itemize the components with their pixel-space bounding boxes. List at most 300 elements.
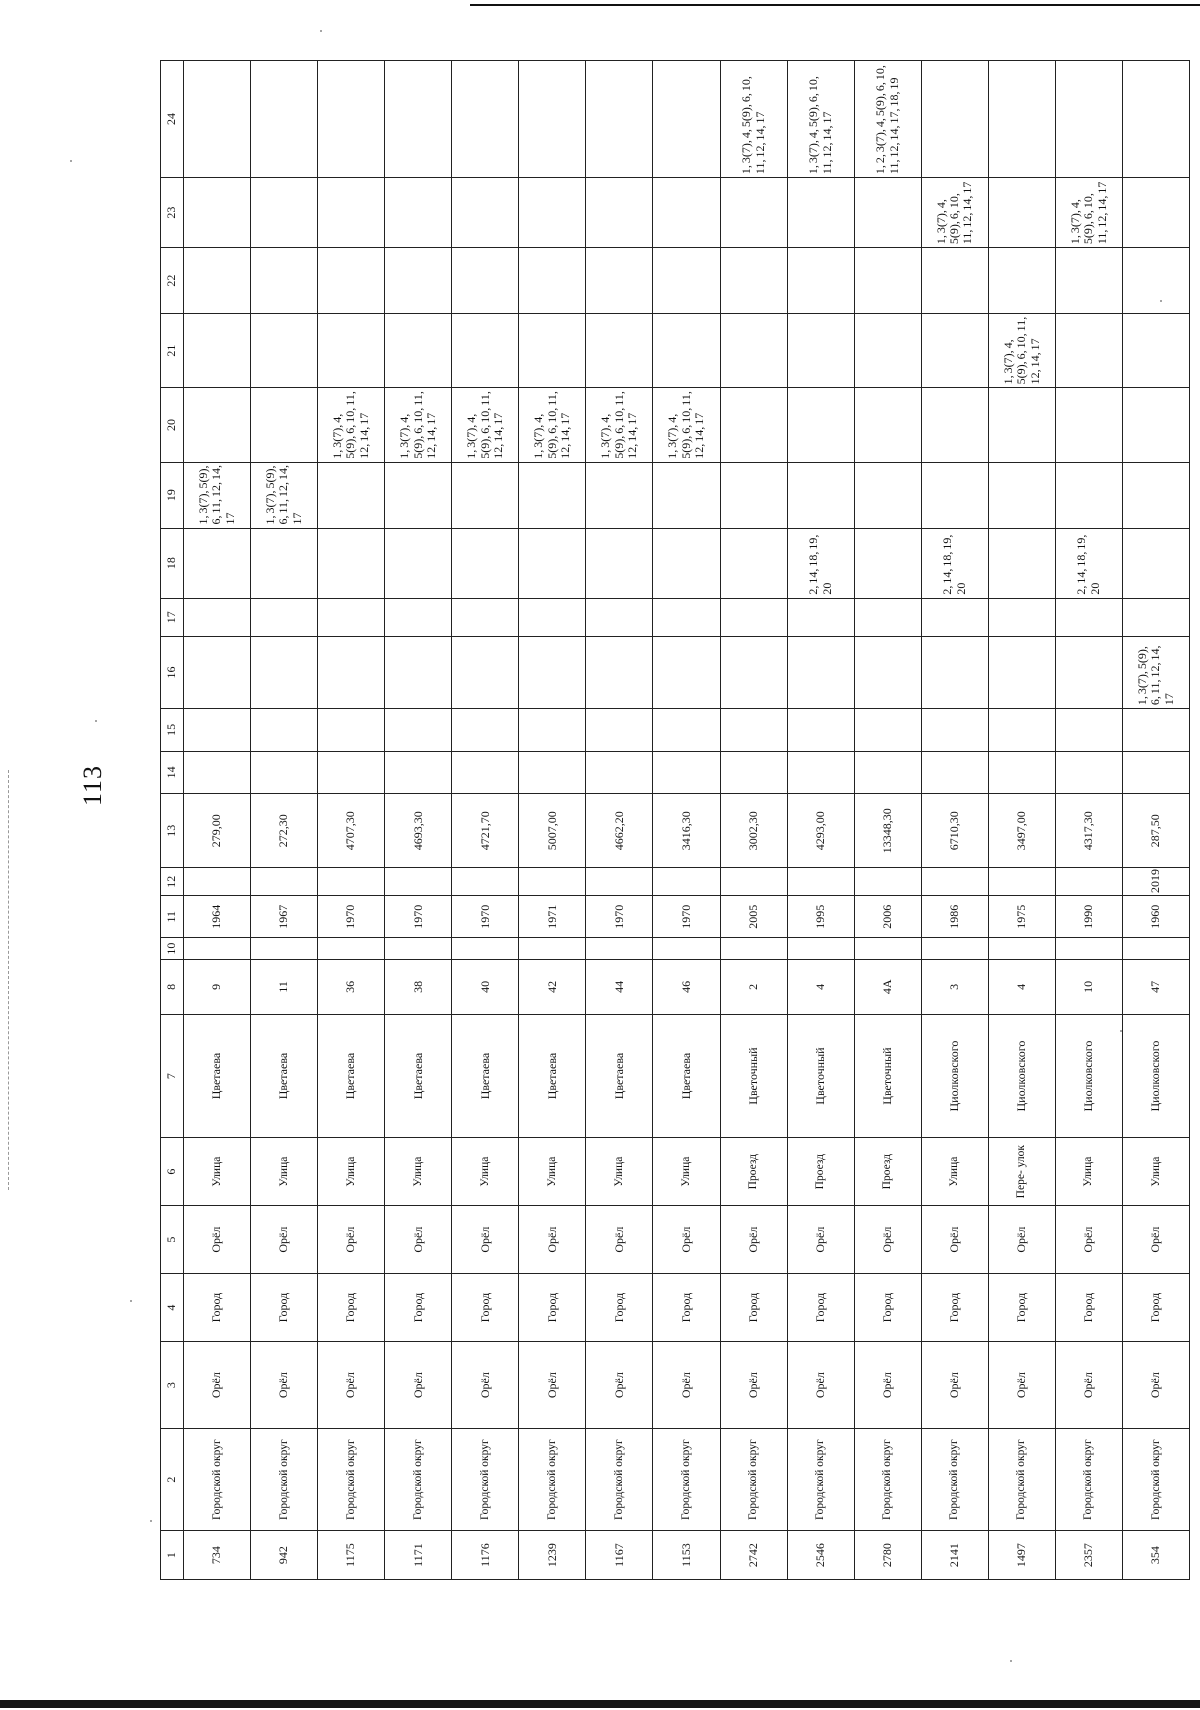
cell-c11: 2005 — [720, 896, 787, 938]
cell-c17 — [251, 598, 318, 636]
cell-c12 — [1055, 868, 1122, 896]
cell-c24 — [586, 61, 653, 178]
cell-c16 — [318, 636, 385, 708]
cell-c6: Пере- улок — [988, 1138, 1055, 1206]
cell-c13: 3416,30 — [653, 794, 720, 868]
binding-margin-line — [8, 770, 10, 1190]
cell-c15 — [787, 709, 854, 751]
table-row — [519, 61, 586, 1580]
cell-c21 — [653, 314, 720, 388]
table-row — [1055, 61, 1122, 1580]
cell-c8: 46 — [653, 959, 720, 1014]
cell-c8: 4 — [988, 959, 1055, 1014]
cell-c2: Городской округ — [1055, 1429, 1122, 1531]
cell-c23 — [854, 178, 921, 248]
cell-c4: Город — [988, 1274, 1055, 1342]
cell-c22 — [720, 248, 787, 314]
cell-c2: Городской округ — [1122, 1429, 1189, 1531]
cell-c14 — [184, 751, 251, 793]
cell-c22 — [988, 248, 1055, 314]
cell-c7: Цветаева — [586, 1014, 653, 1137]
cell-c13: 4707,30 — [318, 794, 385, 868]
cell-c16 — [385, 636, 452, 708]
cell-c20 — [251, 388, 318, 462]
cell-c24: 1, 3(7), 4, 5(9), 6, 10, 11, 12, 14, 17 — [720, 61, 787, 178]
table-row — [1122, 61, 1189, 1580]
cell-c10 — [251, 938, 318, 959]
cell-c10 — [854, 938, 921, 959]
cell-c13: 4662,20 — [586, 794, 653, 868]
table-row — [787, 61, 854, 1580]
cell-c24: 1, 2, 3(7), 4, 5(9), 6, 10, 11, 12, 14, 17, 18, 19 — [854, 61, 921, 178]
page-number: 113 — [78, 764, 107, 806]
cell-c4: Город — [720, 1274, 787, 1342]
cell-c4: Город — [519, 1274, 586, 1342]
cell-c20 — [854, 388, 921, 462]
cell-c15 — [385, 709, 452, 751]
cell-c8: 3 — [921, 959, 988, 1014]
cell-c6: Улица — [1055, 1138, 1122, 1206]
cell-c12 — [787, 868, 854, 896]
cell-c17 — [519, 598, 586, 636]
cell-c21 — [921, 314, 988, 388]
cell-c10 — [653, 938, 720, 959]
cell-c14 — [452, 751, 519, 793]
cell-c16: 1, 3(7), 5(9), 6, 11, 12, 14, 17 — [1122, 636, 1189, 708]
cell-c7: Циолковского — [1122, 1014, 1189, 1137]
cell-c2: Городской округ — [318, 1429, 385, 1531]
cell-c1: 1176 — [452, 1531, 519, 1580]
cell-c16 — [988, 636, 1055, 708]
cell-c13: 5007,00 — [519, 794, 586, 868]
column-header: 4 — [161, 1274, 184, 1342]
column-header: 14 — [161, 751, 184, 793]
cell-c13: 3497,00 — [988, 794, 1055, 868]
bottom-scan-rule — [0, 1700, 1200, 1708]
cell-c19 — [1122, 462, 1189, 528]
cell-c7: Цветаева — [519, 1014, 586, 1137]
cell-c18 — [988, 528, 1055, 598]
cell-c20 — [720, 388, 787, 462]
cell-c4: Город — [921, 1274, 988, 1342]
cell-c19 — [586, 462, 653, 528]
cell-c4: Город — [1122, 1274, 1189, 1342]
column-header: 8 — [161, 959, 184, 1014]
cell-c2: Городской округ — [251, 1429, 318, 1531]
cell-c24 — [653, 61, 720, 178]
table-row — [318, 61, 385, 1580]
cell-c1: 1175 — [318, 1531, 385, 1580]
cell-c20 — [1055, 388, 1122, 462]
cell-c13: 279,00 — [184, 794, 251, 868]
cell-c13: 4293,00 — [787, 794, 854, 868]
cell-c21 — [720, 314, 787, 388]
cell-c13: 3002,30 — [720, 794, 787, 868]
cell-c10 — [1122, 938, 1189, 959]
table-row — [988, 61, 1055, 1580]
cell-c10 — [519, 938, 586, 959]
cell-c15 — [318, 709, 385, 751]
cell-c23 — [452, 178, 519, 248]
cell-c7: Цветаева — [318, 1014, 385, 1137]
cell-c18: 2, 14, 18, 19, 20 — [787, 528, 854, 598]
cell-c21 — [519, 314, 586, 388]
column-header: 15 — [161, 709, 184, 751]
cell-c5: Орёл — [1122, 1206, 1189, 1274]
cell-c10 — [921, 938, 988, 959]
cell-c20 — [988, 388, 1055, 462]
cell-c22 — [452, 248, 519, 314]
cell-c12: 2019 — [1122, 868, 1189, 896]
column-header: 6 — [161, 1138, 184, 1206]
cell-c3: Орёл — [251, 1342, 318, 1429]
cell-c1: 2357 — [1055, 1531, 1122, 1580]
cell-c14 — [854, 751, 921, 793]
column-header: 5 — [161, 1206, 184, 1274]
cell-c13: 4317,30 — [1055, 794, 1122, 868]
cell-c5: Орёл — [318, 1206, 385, 1274]
cell-c3: Орёл — [184, 1342, 251, 1429]
cell-c20: 1, 3(7), 4, 5(9), 6, 10, 11, 12, 14, 17 — [385, 388, 452, 462]
cell-c11: 1970 — [452, 896, 519, 938]
cell-c3: Орёл — [854, 1342, 921, 1429]
cell-c1: 2780 — [854, 1531, 921, 1580]
cell-c18: 2, 14, 18, 19, 20 — [921, 528, 988, 598]
cell-c17 — [854, 598, 921, 636]
cell-c21 — [1055, 314, 1122, 388]
cell-c16 — [251, 636, 318, 708]
cell-c14 — [787, 751, 854, 793]
cell-c12 — [921, 868, 988, 896]
cell-c6: Улица — [653, 1138, 720, 1206]
cell-c17 — [787, 598, 854, 636]
cell-c21 — [854, 314, 921, 388]
cell-c18 — [653, 528, 720, 598]
cell-c18 — [519, 528, 586, 598]
cell-c3: Орёл — [787, 1342, 854, 1429]
cell-c2: Городской округ — [921, 1429, 988, 1531]
cell-c15 — [1122, 709, 1189, 751]
column-header: 18 — [161, 528, 184, 598]
column-header: 12 — [161, 868, 184, 896]
cell-c19 — [385, 462, 452, 528]
cell-c12 — [586, 868, 653, 896]
cell-c11: 1995 — [787, 896, 854, 938]
column-header: 3 — [161, 1342, 184, 1429]
cell-c22 — [921, 248, 988, 314]
cell-c19 — [653, 462, 720, 528]
cell-c4: Город — [653, 1274, 720, 1342]
cell-c20 — [921, 388, 988, 462]
cell-c21 — [251, 314, 318, 388]
column-header: 10 — [161, 938, 184, 959]
table-row — [385, 61, 452, 1580]
cell-c12 — [184, 868, 251, 896]
cell-c20: 1, 3(7), 4, 5(9), 6, 10, 11, 12, 14, 17 — [519, 388, 586, 462]
cell-c24 — [1055, 61, 1122, 178]
column-header: 13 — [161, 794, 184, 868]
cell-c6: Улица — [586, 1138, 653, 1206]
cell-c15 — [1055, 709, 1122, 751]
column-header: 7 — [161, 1014, 184, 1137]
cell-c13: 6710,30 — [921, 794, 988, 868]
cell-c4: Город — [1055, 1274, 1122, 1342]
cell-c22 — [318, 248, 385, 314]
cell-c22 — [385, 248, 452, 314]
cell-c1: 1171 — [385, 1531, 452, 1580]
cell-c19: 1, 3(7), 5(9), 6, 11, 12, 14, 17 — [184, 462, 251, 528]
cell-c14 — [318, 751, 385, 793]
rotated-table-container — [160, 60, 1190, 1580]
cell-c6: Проезд — [854, 1138, 921, 1206]
cell-c12 — [854, 868, 921, 896]
cell-c1: 1497 — [988, 1531, 1055, 1580]
cell-c3: Орёл — [385, 1342, 452, 1429]
cell-c5: Орёл — [251, 1206, 318, 1274]
cell-c7: Цветочный — [854, 1014, 921, 1137]
cell-c16 — [1055, 636, 1122, 708]
cell-c2: Городской округ — [854, 1429, 921, 1531]
cell-c5: Орёл — [1055, 1206, 1122, 1274]
cell-c15 — [854, 709, 921, 751]
cell-c22 — [1055, 248, 1122, 314]
cell-c11: 1970 — [318, 896, 385, 938]
cell-c15 — [653, 709, 720, 751]
cell-c24 — [385, 61, 452, 178]
cell-c17 — [1055, 598, 1122, 636]
cell-c8: 11 — [251, 959, 318, 1014]
cell-c23 — [720, 178, 787, 248]
cell-c5: Орёл — [452, 1206, 519, 1274]
cell-c10 — [184, 938, 251, 959]
cell-c22 — [653, 248, 720, 314]
header-row — [161, 61, 184, 1580]
cell-c20: 1, 3(7), 4, 5(9), 6, 10, 11, 12, 14, 17 — [653, 388, 720, 462]
cell-c10 — [720, 938, 787, 959]
cell-c7: Цветаева — [385, 1014, 452, 1137]
cell-c2: Городской округ — [787, 1429, 854, 1531]
cell-c6: Проезд — [720, 1138, 787, 1206]
cell-c2: Городской округ — [519, 1429, 586, 1531]
cell-c1: 734 — [184, 1531, 251, 1580]
cell-c22 — [586, 248, 653, 314]
cell-c2: Городской округ — [385, 1429, 452, 1531]
column-header: 17 — [161, 598, 184, 636]
cell-c23 — [988, 178, 1055, 248]
cell-c20: 1, 3(7), 4, 5(9), 6, 10, 11, 12, 14, 17 — [318, 388, 385, 462]
cell-c4: Город — [251, 1274, 318, 1342]
cell-c12 — [318, 868, 385, 896]
cell-c17 — [586, 598, 653, 636]
cell-c21 — [586, 314, 653, 388]
cell-c10 — [318, 938, 385, 959]
cell-c6: Улица — [921, 1138, 988, 1206]
cell-c14 — [251, 751, 318, 793]
cell-c3: Орёл — [720, 1342, 787, 1429]
cell-c19 — [921, 462, 988, 528]
cell-c3: Орёл — [988, 1342, 1055, 1429]
top-scan-rule — [470, 4, 1200, 6]
cell-c18 — [385, 528, 452, 598]
column-header: 20 — [161, 388, 184, 462]
cell-c11: 2006 — [854, 896, 921, 938]
cell-c10 — [988, 938, 1055, 959]
cell-c7: Циолковского — [921, 1014, 988, 1137]
cell-c4: Город — [787, 1274, 854, 1342]
table-row — [653, 61, 720, 1580]
cell-c15 — [251, 709, 318, 751]
cell-c18 — [720, 528, 787, 598]
cell-c22 — [519, 248, 586, 314]
cell-c7: Цветаева — [653, 1014, 720, 1137]
cell-c11: 1971 — [519, 896, 586, 938]
table-row — [921, 61, 988, 1580]
cell-c3: Орёл — [1055, 1342, 1122, 1429]
cell-c5: Орёл — [720, 1206, 787, 1274]
cell-c20 — [787, 388, 854, 462]
column-header: 23 — [161, 178, 184, 248]
column-header: 22 — [161, 248, 184, 314]
cell-c11: 1986 — [921, 896, 988, 938]
cell-c4: Город — [318, 1274, 385, 1342]
cell-c1: 2141 — [921, 1531, 988, 1580]
cell-c5: Орёл — [988, 1206, 1055, 1274]
cell-c16 — [519, 636, 586, 708]
cell-c5: Орёл — [854, 1206, 921, 1274]
cell-c11: 1960 — [1122, 896, 1189, 938]
cell-c13: 272,30 — [251, 794, 318, 868]
cell-c21: 1, 3(7), 4, 5(9), 6, 10, 11, 12, 14, 17 — [988, 314, 1055, 388]
cell-c24 — [519, 61, 586, 178]
cell-c8: 38 — [385, 959, 452, 1014]
cell-c8: 40 — [452, 959, 519, 1014]
cell-c7: Цветочный — [787, 1014, 854, 1137]
cell-c3: Орёл — [1122, 1342, 1189, 1429]
cell-c19 — [1055, 462, 1122, 528]
cell-c15 — [519, 709, 586, 751]
cell-c24 — [1122, 61, 1189, 178]
cell-c15 — [988, 709, 1055, 751]
cell-c8: 42 — [519, 959, 586, 1014]
cell-c24: 1, 3(7), 4, 5(9), 6, 10, 11, 12, 14, 17 — [787, 61, 854, 178]
cell-c21 — [1122, 314, 1189, 388]
table-row — [586, 61, 653, 1580]
cell-c18: 2, 14, 18, 19, 20 — [1055, 528, 1122, 598]
table-row — [854, 61, 921, 1580]
cell-c7: Цветаева — [452, 1014, 519, 1137]
cell-c23 — [1122, 178, 1189, 248]
table-row — [251, 61, 318, 1580]
cell-c17 — [452, 598, 519, 636]
cell-c15 — [921, 709, 988, 751]
cell-c14 — [653, 751, 720, 793]
cell-c8: 9 — [184, 959, 251, 1014]
cell-c3: Орёл — [653, 1342, 720, 1429]
cell-c6: Улица — [251, 1138, 318, 1206]
cell-c20: 1, 3(7), 4, 5(9), 6, 10, 11, 12, 14, 17 — [586, 388, 653, 462]
cell-c14 — [586, 751, 653, 793]
cell-c1: 1239 — [519, 1531, 586, 1580]
column-header: 2 — [161, 1429, 184, 1531]
cell-c12 — [720, 868, 787, 896]
cell-c19 — [519, 462, 586, 528]
cell-c21 — [184, 314, 251, 388]
cell-c6: Улица — [519, 1138, 586, 1206]
cell-c23 — [586, 178, 653, 248]
cell-c1: 2742 — [720, 1531, 787, 1580]
cell-c16 — [854, 636, 921, 708]
cell-c7: Цветочный — [720, 1014, 787, 1137]
cell-c2: Городской округ — [184, 1429, 251, 1531]
cell-c17 — [385, 598, 452, 636]
cell-c8: 47 — [1122, 959, 1189, 1014]
cell-c24 — [318, 61, 385, 178]
cell-c20: 1, 3(7), 4, 5(9), 6, 10, 11, 12, 14, 17 — [452, 388, 519, 462]
cell-c2: Городской округ — [452, 1429, 519, 1531]
cell-c13: 4693,30 — [385, 794, 452, 868]
cell-c11: 1970 — [586, 896, 653, 938]
cell-c3: Орёл — [921, 1342, 988, 1429]
cell-c17 — [1122, 598, 1189, 636]
cell-c18 — [854, 528, 921, 598]
cell-c1: 942 — [251, 1531, 318, 1580]
cell-c10 — [787, 938, 854, 959]
cell-c17 — [318, 598, 385, 636]
cell-c4: Город — [452, 1274, 519, 1342]
cell-c1: 1167 — [586, 1531, 653, 1580]
cell-c18 — [452, 528, 519, 598]
cell-c10 — [385, 938, 452, 959]
cell-c8: 36 — [318, 959, 385, 1014]
cell-c3: Орёл — [586, 1342, 653, 1429]
cell-c2: Городской округ — [586, 1429, 653, 1531]
cell-c5: Орёл — [519, 1206, 586, 1274]
cell-c23: 1, 3(7), 4, 5(9), 6, 10, 11, 12, 14, 17 — [921, 178, 988, 248]
cell-c5: Орёл — [787, 1206, 854, 1274]
cell-c6: Проезд — [787, 1138, 854, 1206]
cell-c14 — [720, 751, 787, 793]
cell-c14 — [1055, 751, 1122, 793]
cell-c12 — [653, 868, 720, 896]
cell-c23 — [318, 178, 385, 248]
cell-c16 — [586, 636, 653, 708]
cell-c23 — [519, 178, 586, 248]
cell-c18 — [184, 528, 251, 598]
cell-c18 — [318, 528, 385, 598]
cell-c15 — [720, 709, 787, 751]
cell-c16 — [452, 636, 519, 708]
column-header: 11 — [161, 896, 184, 938]
cell-c3: Орёл — [452, 1342, 519, 1429]
cell-c6: Улица — [385, 1138, 452, 1206]
cell-c17 — [653, 598, 720, 636]
cell-c8: 44 — [586, 959, 653, 1014]
cell-c17 — [921, 598, 988, 636]
cell-c13: 13348,30 — [854, 794, 921, 868]
cell-c5: Орёл — [184, 1206, 251, 1274]
cell-c24 — [184, 61, 251, 178]
cell-c10 — [452, 938, 519, 959]
cell-c10 — [586, 938, 653, 959]
cell-c21 — [787, 314, 854, 388]
cell-c22 — [1122, 248, 1189, 314]
cell-c13: 287,50 — [1122, 794, 1189, 868]
cell-c12 — [519, 868, 586, 896]
column-header: 19 — [161, 462, 184, 528]
registry-table — [160, 60, 1190, 1580]
table-row — [720, 61, 787, 1580]
cell-c22 — [854, 248, 921, 314]
